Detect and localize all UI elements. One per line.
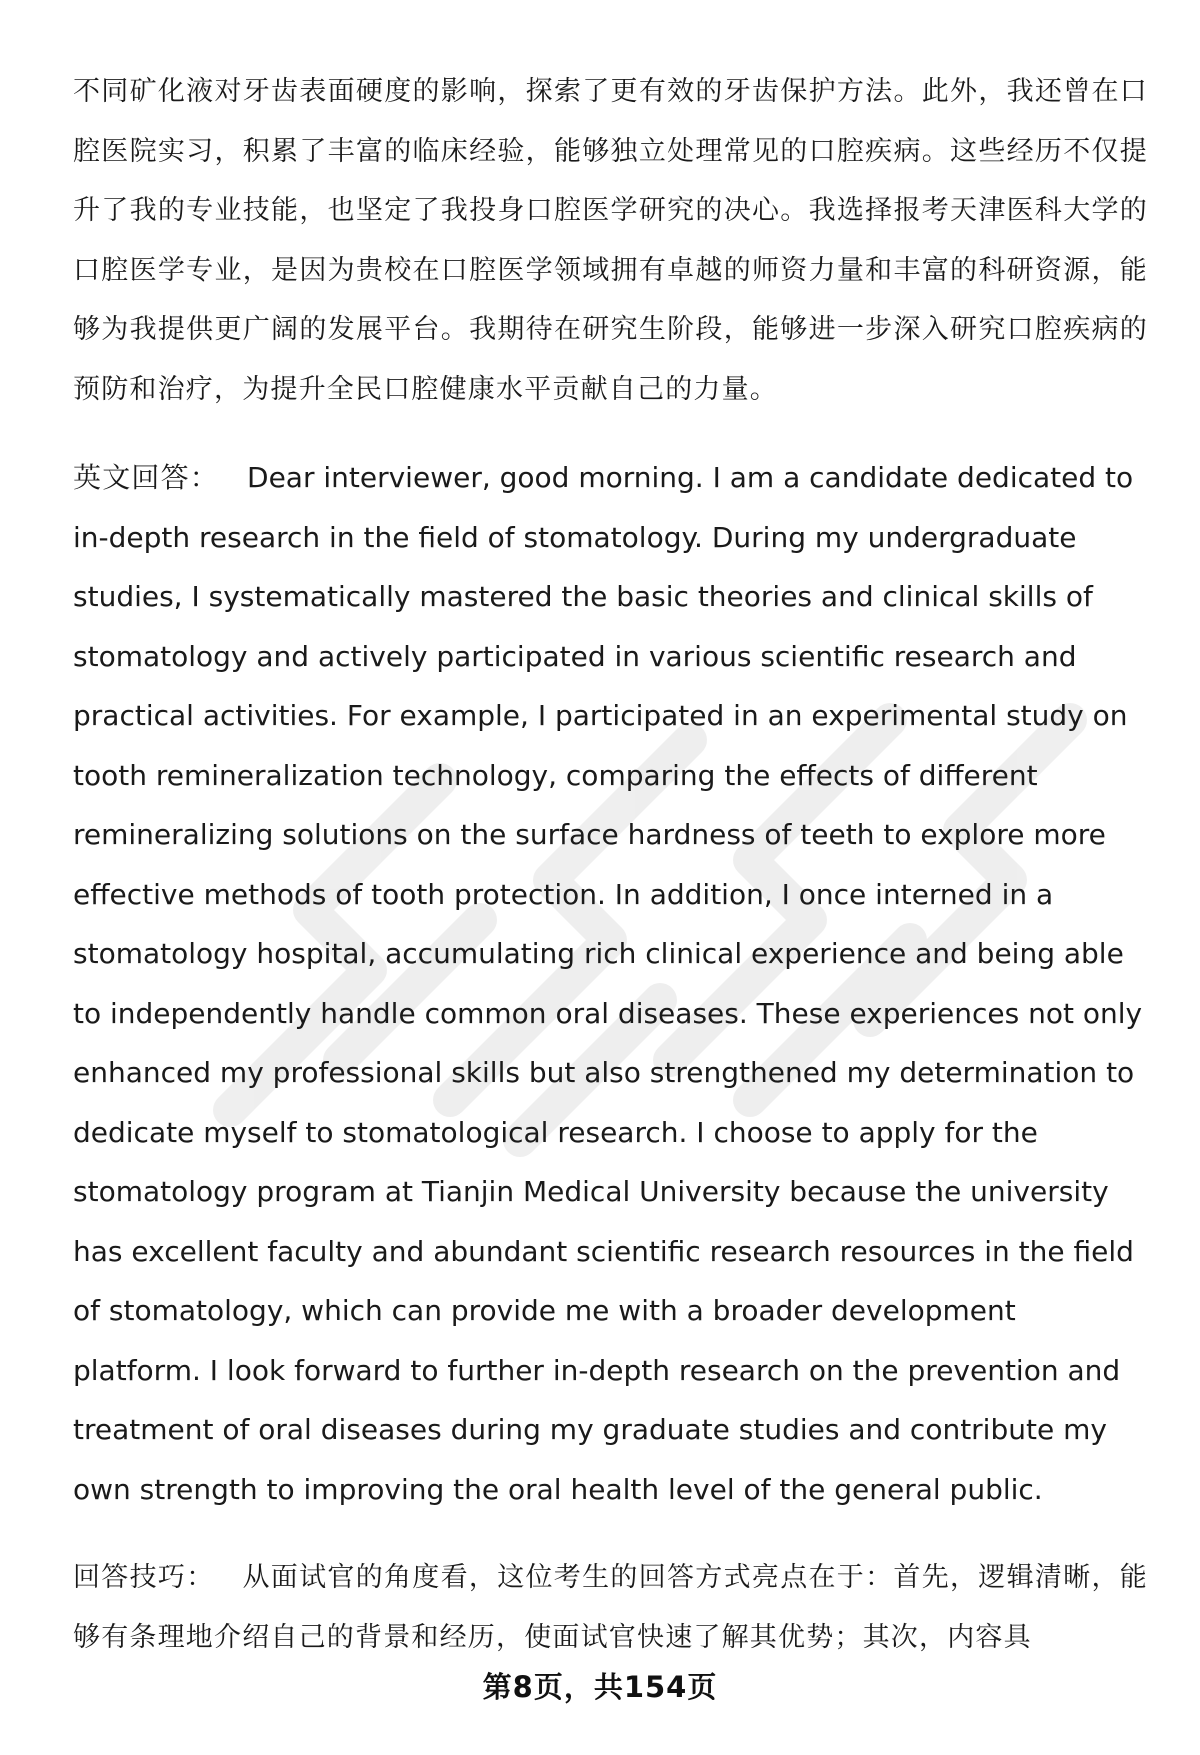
english-answer-paragraph <box>73 448 1148 1519</box>
answer-tips-paragraph <box>73 1548 1148 1667</box>
answer-tips-label: 回答技巧： <box>73 1562 215 1593</box>
english-answer-label: 英文回答： <box>73 461 220 494</box>
page-number-footer: 第8页，共154页 <box>482 1670 718 1704</box>
answer-tips-text: 从面试官的角度看，这位考生的回答方式亮点在于：首先，逻辑清晰，能够有条理地介绍自己的背景和经历，使面试官快速了解其优势；其次，内容具 <box>73 1562 1148 1653</box>
document-body <box>73 62 1148 1667</box>
english-answer-text: Dear interviewer, good morning. I am a candidate dedicated to in-depth research in the field of stomatology. During my undergraduate studies, I systematically mastered the basic theories and clinical skills of stomatology and actively participated in various scientific research and practical activities. For example, I participated in an experimental study on tooth remineralization technology, comparing the effects of different remineralizing solutions on the surface hardness of teeth to explore more effective methods of tooth protection. In addition, I once interned in a stomatology hospital, accumulating rich clinical experience and being able to independently handle common oral diseases. These experiences not only enhanced my professional skills but also strengthened my determination to dedicate myself to stomatological research. I choose to apply for the stomatology program at Tianjin Medical University because the university has excellent faculty and abundant scientific research resources in the field of stomatology, which can provide me with a broader development platform. I look forward to further in-depth research on the prevention and treatment of oral diseases during my graduate studies and contribute my own strength to improving the oral health level of the general public. <box>73 461 1143 1506</box>
chinese-answer-continuation: 不同矿化液对牙齿表面硬度的影响，探索了更有效的牙齿保护方法。此外，我还曾在口腔医院实习，积累了丰富的临床经验，能够独立处理常见的口腔疾病。这些经历不仅提升了我的专业技能，也坚定了我投身口腔医学研究的决心。我选择报考天津医科大学的口腔医学专业，是因为贵校在口腔医学领域拥有卓越的师资力量和丰富的科研资源，能够为我提供更广阔的发展平台。我期待在研究生阶段，能够进一步深入研究口腔疾病的预防和治疗，为提升全民口腔健康水平贡献自己的力量。 <box>73 76 1148 405</box>
